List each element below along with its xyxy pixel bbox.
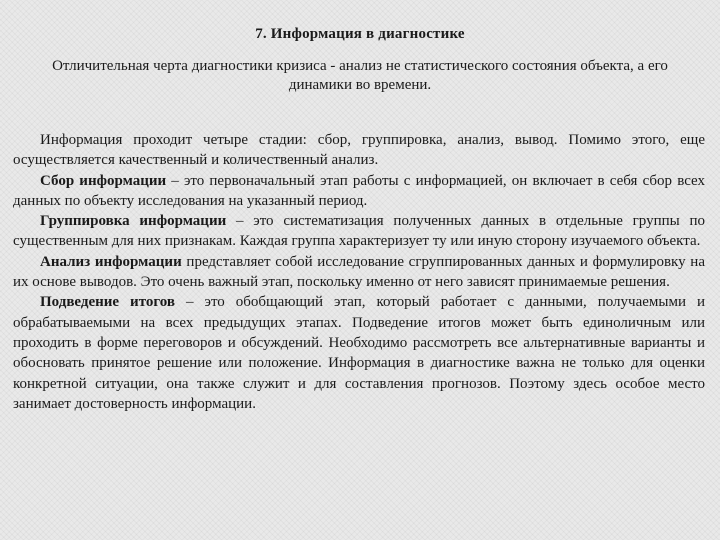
paragraph-text: – это первоначальный этап работы с информацией, он включает в себя сбор всех данных по объекту исследования на указанный период. bbox=[13, 172, 705, 209]
paragraph-grouping bbox=[13, 211, 705, 252]
paragraph-text: Информация проходит четыре стадии: сбор, группировка, анализ, вывод. Помимо этого, еще осуществляется качественный и количественный анализ. bbox=[13, 132, 705, 169]
paragraph-collection bbox=[13, 171, 705, 212]
slide-body bbox=[13, 130, 705, 414]
term-summary: Подведение итогов bbox=[40, 294, 176, 311]
paragraph-text: – это обобщающий этап, который работает с данными, получаемыми и обрабатываемыми на всех предыдущих этапах. Подведение итогов может быть единоличным или проходить в форме переговоров и обсуждений. Необходимо рассмотреть все альтернативные варианты и обосновать принятое решение или положение. Информация в диагностике важна не только для оценки конкретной ситуации, она также служит и для составления прогнозов. Поэтому здесь особое место занимает достоверность информации. bbox=[13, 294, 706, 412]
term-analysis: Анализ информации bbox=[40, 253, 182, 270]
term-grouping: Группировка информации bbox=[40, 213, 227, 230]
slide-title: 7. Информация в диагностике bbox=[255, 26, 465, 42]
paragraph-analysis bbox=[13, 252, 705, 293]
paragraph-text: представляет собой исследование сгруппированных данных и формулировку на их основе выводов. Это очень важный этап, поскольку именно от него зависят принимаемые решения. bbox=[13, 253, 705, 291]
paragraph-text: – это систематизация полученных данных в отдельные группы по существенным для них признакам. Каждая группа характеризует ту или иную сторону изучаемого объекта. bbox=[13, 213, 706, 250]
paragraph-summary bbox=[13, 292, 705, 414]
term-collection: Сбор информации bbox=[40, 172, 167, 189]
slide-subtitle: Отличительная черта диагностики кризиса - анализ не статистического состояния объекта, а его динамики во времени. bbox=[52, 58, 668, 93]
paragraph-stages bbox=[13, 130, 705, 171]
